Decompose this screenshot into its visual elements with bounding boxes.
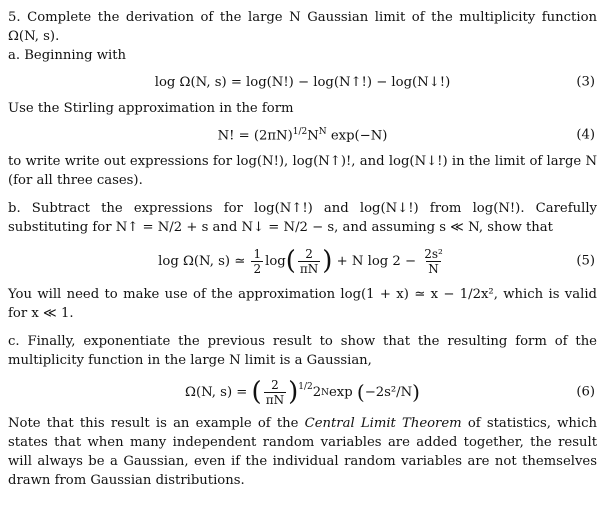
part-c-text: c. Finally, exponentiate the previous result to show that the resulting form of the multiplicity function in the large N limit is a Gaussian, xyxy=(8,334,597,368)
equation-3-body: log Ω(N, s) = log(N!) − log(N↑!) − log(N↓!) xyxy=(154,74,451,90)
equation-4 xyxy=(8,118,597,152)
equation-3 xyxy=(8,65,597,99)
central-limit-theorem-term: Central Limit Theorem xyxy=(304,416,462,431)
equation-4-number: (4) xyxy=(576,127,595,143)
equation-5-fraction: $\frac{2}{\pi N}$ xyxy=(299,246,319,276)
part-b-note: You will need to make use of the approximation log(1 + x) ≃ x − 1/2x², which is valid for x ≪ 1. xyxy=(8,287,597,321)
part-b-text: b. Subtract the expressions for log(N↑!) and log(N↓!) from log(N!). Carefully substituting for N↑ = N/2 + s and N↓ = N/2 − s, and assuming s ≪ N, show that xyxy=(8,201,597,235)
part-a-task: to write write out expressions for log(N!), log(N↑)!, and log(N↓!) in the limit of large N (for all three cases). xyxy=(8,154,597,188)
equation-6-fraction: $\frac{2}{\pi N}$ xyxy=(265,377,285,407)
equation-3-number: (3) xyxy=(576,74,595,90)
equation-4-body: N! = $(2\pi N)^{1/2}N^N$ exp(−N) xyxy=(217,126,388,144)
equation-5-body: log Ω(N, s) ≃ $\frac{1}{2}$ log ( $\frac{2}{\pi N}$ ) + N log 2 − $\frac{\text{2s²}}{N}$ xyxy=(158,246,443,276)
equation-6 xyxy=(8,370,597,414)
equation-6-body: Ω(N, s) = ( $\frac{2}{\pi N}$ ) $^{1/2}$ 2 N exp ( −2s²/N ) xyxy=(185,377,420,407)
equation-5-s-fraction: $\frac{\text{2s²}}{N}$ xyxy=(424,246,443,276)
stirling-intro: Use the Stirling approximation in the form xyxy=(8,101,294,116)
equation-5-number: (5) xyxy=(576,253,595,269)
problem-intro: 5. Complete the derivation of the large N Gaussian limit of the multiplicity function Ω(N, s). xyxy=(8,10,597,44)
part-a-label: a. Beginning with xyxy=(8,48,127,63)
equation-5-half: $\frac{1}{2}$ xyxy=(253,246,262,276)
equation-5 xyxy=(8,237,597,285)
equation-6-number: (6) xyxy=(576,384,595,400)
closing-note: Note that this result is an example of the Central Limit Theorem of statistics, which states that when many independent random variables are added together, the result will always be a Gaussian, even if the individual random variables are not themselves drawn from Gaussian distributions. xyxy=(8,416,597,488)
